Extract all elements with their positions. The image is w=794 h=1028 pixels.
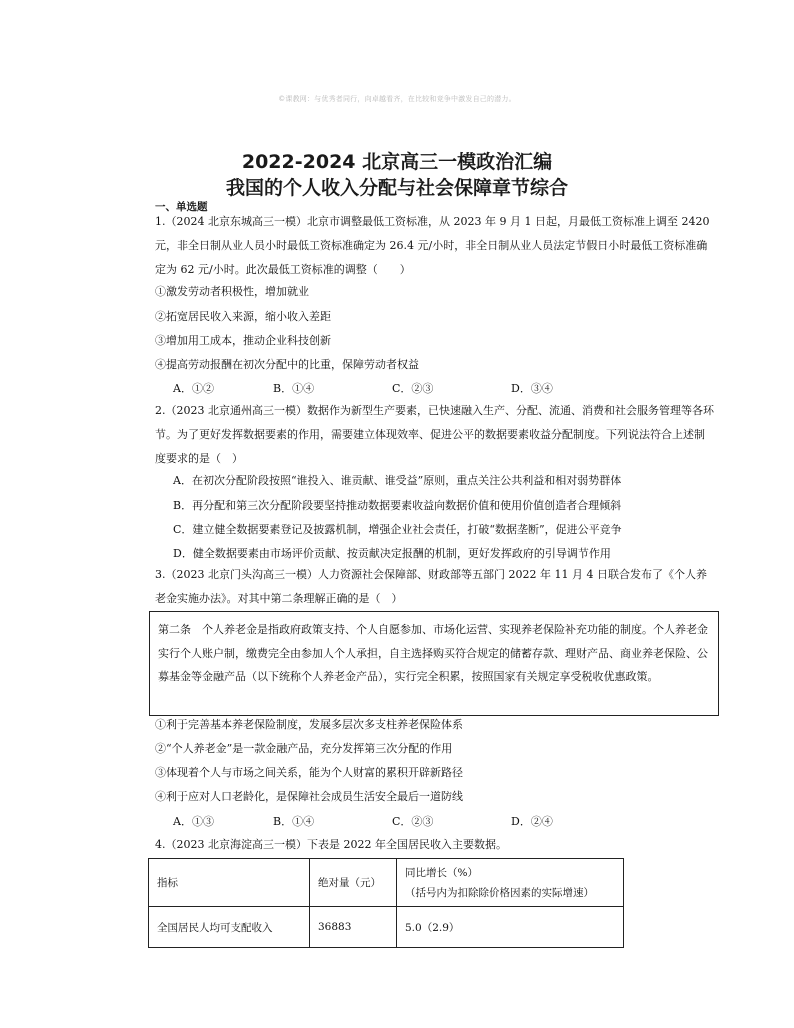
q2-option-b: B．再分配和第三次分配阶段要坚持推动数据要素收益向数据价值和使用价值创造者合理倾斜: [173, 499, 622, 512]
section-heading: 一、单选题: [155, 201, 208, 213]
q1-stem: 1.（2024 北京东城高三一模）北京市调整最低工资标准，从 2023 年 9 月 1 日起，月最低工资标准上调至 2420 元，非全日制从业人员小时最低工资标准确定为 26.4 元/小时，非全日制从业人员法定节假日小时最低工资标准确定为 62 元/小时。此次最低工资标准的调整（ ）: [155, 215, 710, 276]
table-header-cell: 绝对量（元）: [310, 859, 397, 907]
table-row: [149, 907, 624, 948]
table-header-row: [149, 859, 624, 907]
q1-option-a: A．①②: [173, 382, 214, 395]
q3-option-a: A．①③: [173, 815, 214, 828]
q3-item: ①利于完善基本养老保险制度，发展多层次多支柱养老保险体系: [155, 718, 463, 731]
q1-item: ①激发劳动者积极性，增加就业: [155, 285, 309, 298]
q2-stem: 2.（2023 北京通州高三一模）数据作为新型生产要素，已快速融入生产、分配、流通、消费和社会服务管理等各环节。为了更好发挥数据要素的作用，需要建立体现效率、促进公平的数据要素收益分配制度。下列说法符合上述制度要求的是（ ）: [155, 404, 714, 465]
q2-option-a: A．在初次分配阶段按照“谁投入、谁贡献、谁受益”原则，重点关注公共利益和相对弱势群体: [173, 474, 622, 487]
q1-option-b: B．①④: [273, 382, 315, 395]
q1-option-d: D．③④: [511, 382, 553, 395]
q1-item: ②拓宽居民收入来源，缩小收入差距: [155, 310, 331, 323]
table-header-growth: 同比增长（%）: [405, 866, 478, 879]
table-cell: 5.0（2.9）: [397, 907, 624, 948]
table-header-cell: 指标: [149, 859, 310, 907]
table-header-note: （括号内为扣除除价格因素的实际增速）: [405, 886, 594, 899]
table-header-cell: [397, 859, 624, 907]
watermark: ©课教网：与优秀者同行，向卓越看齐，在比较和竞争中激发自己的潜力。: [278, 95, 516, 103]
document-title: 2022-2024 北京高三一模政治汇编: [241, 151, 553, 173]
q1-option-c: C．②③: [392, 382, 434, 395]
q3-option-c: C．②③: [392, 815, 434, 828]
q1-item: ④提高劳动报酬在初次分配中的比重，保障劳动者权益: [155, 358, 419, 371]
q3-item: ③体现着个人与市场之间关系，能为个人财富的累积开辟新路径: [155, 766, 463, 779]
table-cell: 全国居民人均可支配收入: [149, 907, 310, 948]
q2-option-c: C．建立健全数据要素登记及披露机制，增强企业社会责任，打破“数据垄断”，促进公平竞争: [173, 523, 622, 536]
q2-option-d: D．健全数据要素由市场评价贡献、按贡献决定报酬的机制，更好发挥政府的引导调节作用: [173, 547, 611, 560]
q3-quote-box: 第二条 个人养老金是指政府政策支持、个人自愿参加、市场化运营、实现养老保险补充功能的制度。个人养老金实行个人账户制，缴费完全由参加人个人承担，自主选择购买符合规定的储蓄存款、理财产品、商业养老保险、公募基金等金融产品（以下统称个人养老金产品），实行完全积累，按照国家有关规定享受税收优惠政策。: [149, 611, 719, 716]
q3-item: ②“个人养老金”是一款金融产品，充分发挥第三次分配的作用: [155, 742, 453, 755]
q1-item: ③增加用工成本，推动企业科技创新: [155, 334, 331, 347]
q3-option-b: B．①④: [273, 815, 315, 828]
income-table: [148, 858, 624, 948]
q3-item: ④利于应对人口老龄化，是保障社会成员生活安全最后一道防线: [155, 790, 463, 803]
document-subtitle: 我国的个人收入分配与社会保障章节综合: [225, 177, 568, 199]
q3-stem: 3.（2023 北京门头沟高三一模）人力资源社会保障部、财政部等五部门 2022 年 11 月 4 日联合发布了《个人养老金实施办法》。对其中第二条理解正确的是（ ）: [155, 568, 707, 605]
q4-stem: 4.（2023 北京海淀高三一模）下表是 2022 年全国居民收入主要数据。: [155, 838, 507, 851]
table-cell: 36883: [310, 907, 397, 948]
q3-option-d: D．②④: [511, 815, 553, 828]
